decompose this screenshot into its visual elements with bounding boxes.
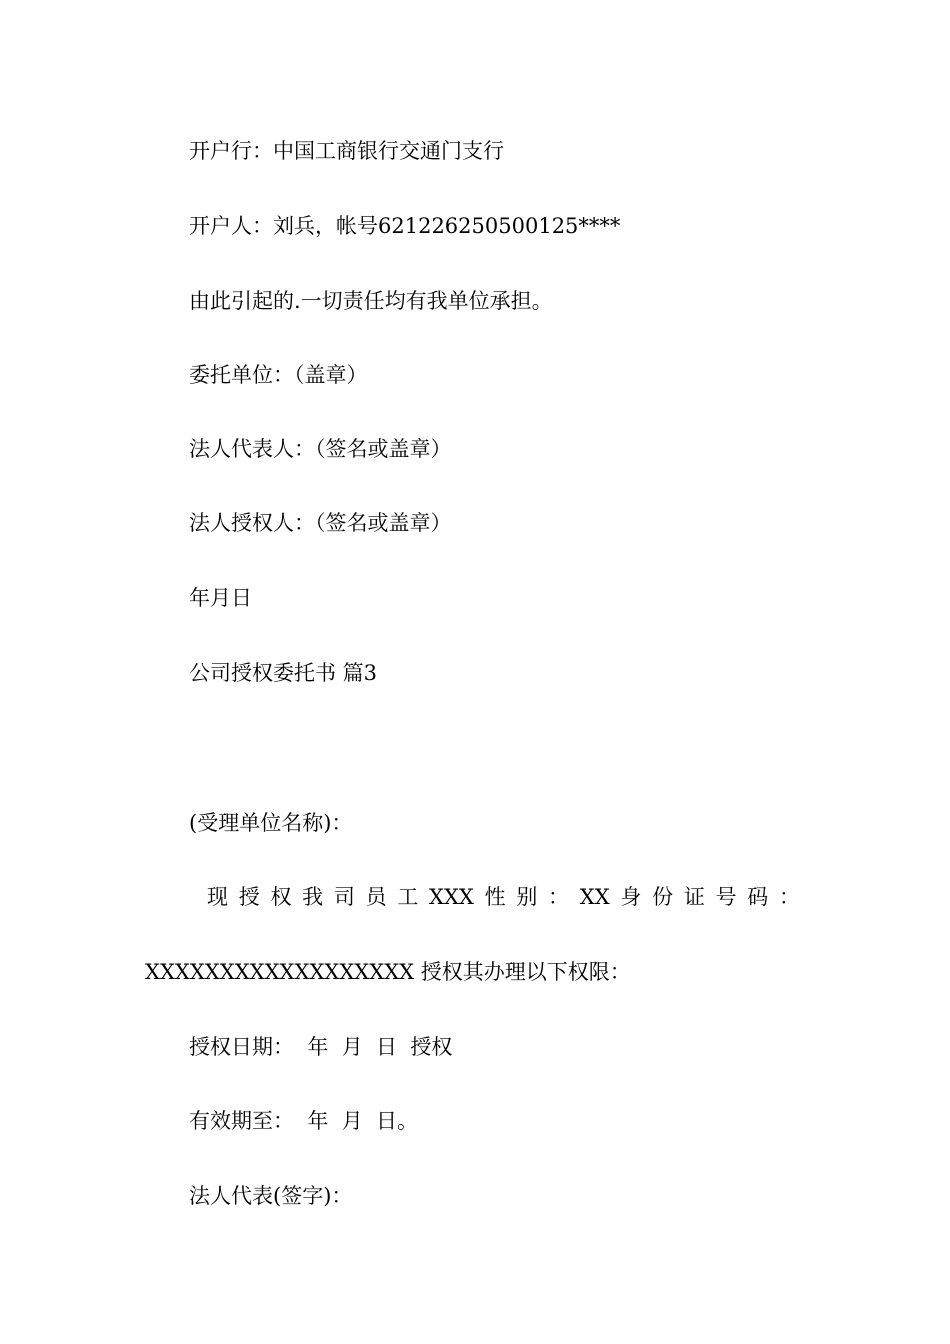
valid-until-line: 有效期至： 年 月 日。 bbox=[189, 1109, 419, 1133]
authorization-token: ： bbox=[548, 885, 570, 909]
section-title: 公司授权委托书 篇3 bbox=[189, 661, 378, 685]
authorization-token: 员 bbox=[365, 885, 387, 909]
authorization-date-line: 授权日期： 年 月 日 授权 bbox=[189, 1035, 453, 1059]
entrusting-unit-line: 委托单位：（盖章） bbox=[189, 363, 368, 387]
authorization-token: 我 bbox=[302, 885, 324, 909]
authorization-token: 权 bbox=[270, 885, 292, 909]
authorization-token: 性 bbox=[484, 885, 506, 909]
recipient-line: (受理单位名称)： bbox=[189, 811, 353, 835]
authorization-token: 号 bbox=[715, 885, 737, 909]
id-number-line: XXXXXXXXXXXXXXXXXX 授权其办理以下权限： bbox=[145, 960, 631, 984]
authorization-token: 工 bbox=[397, 885, 419, 909]
authorization-token: 证 bbox=[683, 885, 705, 909]
authorization-token: 别 bbox=[516, 885, 538, 909]
authorization-token: 现 bbox=[207, 885, 228, 909]
signature-line: 法人代表(签字)： bbox=[189, 1184, 353, 1208]
authorization-token: 码 bbox=[747, 885, 769, 909]
date-line: 年月日 bbox=[189, 586, 252, 610]
authorization-statement-line bbox=[207, 882, 800, 912]
authorization-token: 授 bbox=[238, 885, 260, 909]
authorization-token: XXX bbox=[429, 885, 474, 909]
authorization-token: ： bbox=[778, 885, 800, 909]
authorization-token: 身 bbox=[620, 885, 642, 909]
responsibility-line: 由此引起的.一切责任均有我单位承担。 bbox=[189, 289, 553, 313]
authorization-token: 司 bbox=[333, 885, 355, 909]
bank-line: 开户行：中国工商银行交通门支行 bbox=[189, 139, 504, 163]
legal-authorizer-line: 法人授权人：（签名或盖章） bbox=[189, 511, 452, 535]
authorization-token: XX bbox=[579, 885, 610, 909]
authorization-token: 份 bbox=[652, 885, 674, 909]
account-line: 开户人：刘兵，帐号621226250500125**** bbox=[189, 214, 621, 238]
legal-representative-line: 法人代表人：（签名或盖章） bbox=[189, 437, 452, 461]
